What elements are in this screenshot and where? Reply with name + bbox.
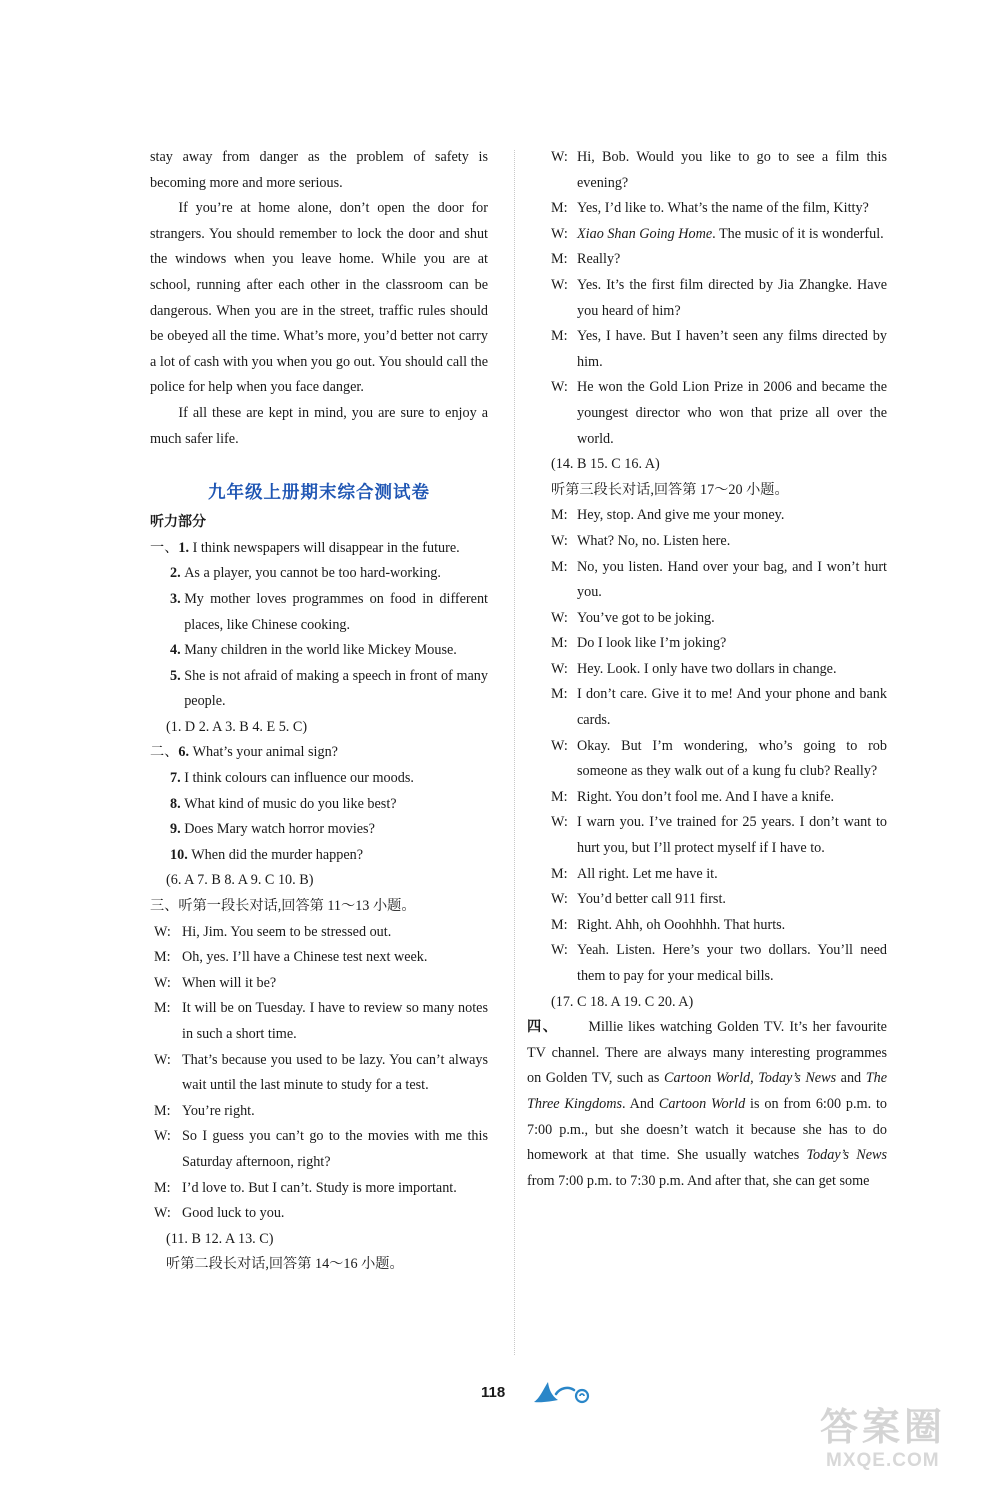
question-text: She is not afraid of making a speech in front of many people. <box>184 667 488 710</box>
speaker: M: <box>551 507 568 524</box>
speaker: W: <box>551 609 568 626</box>
speaker: W: <box>154 1128 171 1145</box>
line-text: Yes. It’s the first film directed by Jia Zhangke. Have you heard of him? <box>577 276 887 319</box>
dialogue-line <box>551 273 887 324</box>
line-text: All right. Let me have it. <box>577 865 718 882</box>
question-text: When did the murder happen? <box>191 846 364 863</box>
dialogue-line <box>150 1048 488 1099</box>
line-text: So I guess you can’t go to the movies with me this Saturday afternoon, right? <box>182 1128 488 1170</box>
dialogue-line <box>150 1124 488 1175</box>
speaker: W: <box>551 149 568 165</box>
dialogue-line <box>150 996 488 1047</box>
line-text: You’re right. <box>182 1102 255 1119</box>
speaker: W: <box>551 225 568 242</box>
speaker: W: <box>551 814 568 831</box>
question-item <box>150 664 488 715</box>
dialogue-line <box>551 247 887 273</box>
speaker: M: <box>551 200 568 217</box>
line-text: Yes, I’d like to. What’s the name of the film, Kitty? <box>577 200 869 217</box>
line-text: I’d love to. But I can’t. Study is more important. <box>182 1179 457 1196</box>
dialogue-line <box>551 375 887 452</box>
essay-paragraph: stay away from danger as the problem of safety is becoming more and more serious. <box>150 149 488 191</box>
question-item <box>150 740 488 766</box>
part-marker: 二、 <box>150 744 179 761</box>
question-number: 7. <box>170 770 181 787</box>
question-text: I think newspapers will disappear in the future. <box>192 539 460 556</box>
dialogue <box>551 145 887 452</box>
question-number: 9. <box>170 821 181 838</box>
question-number: 6. <box>178 744 190 761</box>
question-text: Many children in the world like Mickey Mouse. <box>184 642 457 659</box>
answer-key: (1. D 2. A 3. B 4. E 5. C) <box>166 718 308 735</box>
question-number: 8. <box>170 795 181 812</box>
question-number: 2. <box>170 565 181 582</box>
part-one <box>150 536 488 741</box>
answer-key: (11. B 12. A 13. C) <box>166 1230 274 1247</box>
speaker: M: <box>551 788 568 805</box>
speaker: M: <box>551 635 568 652</box>
answer-key: (6. A 7. B 8. A 9. C 10. B) <box>166 872 314 889</box>
line-text: It will be on Tuesday. I have to review so many notes in such a short time. <box>182 1000 488 1042</box>
dialogue-line <box>551 631 887 657</box>
dialogue-line <box>551 503 887 529</box>
line-text: You’d better call 911 first. <box>577 891 726 908</box>
speaker: M: <box>551 251 568 268</box>
line-text: No, you listen. Hand over your bag, and I won’t hurt you. <box>577 558 887 601</box>
question-number: 4. <box>170 642 181 659</box>
line-text: Do I look like I’m joking? <box>577 635 727 652</box>
question-number: 1. <box>178 539 190 556</box>
speaker: M: <box>154 1000 171 1017</box>
dialogue-line <box>551 682 887 733</box>
line-text: Hey. Look. I only have two dollars in change. <box>577 660 837 677</box>
question-text: I think colours can influence our moods. <box>184 770 414 787</box>
film-title: Xiao Shan Going Home <box>577 225 713 242</box>
part-three <box>150 894 488 1278</box>
dialogue-line <box>551 887 887 913</box>
watermark-logo-text: 答案圈 <box>820 1405 947 1449</box>
dialogue-intro: 听第一段长对话,回答第 11～13 小题。 <box>178 898 416 915</box>
line-text: Good luck to you. <box>182 1205 285 1222</box>
dialogue-intro: 听第二段长对话,回答第 14～16 小题。 <box>166 1256 404 1273</box>
page-number: 118 <box>481 1384 506 1401</box>
question-number: 5. <box>170 667 181 684</box>
question-item <box>150 638 488 664</box>
question-text: Does Mary watch horror movies? <box>184 821 375 838</box>
part-marker: 一、 <box>150 539 179 556</box>
question-item <box>150 561 488 587</box>
section-title: 九年级上册期末综合测试卷 <box>208 482 430 503</box>
line-text: Hi, Jim. You seem to be stressed out. <box>182 923 392 940</box>
question-item <box>150 843 488 869</box>
speaker: W: <box>551 532 568 549</box>
speaker: W: <box>154 923 171 940</box>
question-item <box>150 587 488 638</box>
speaker: W: <box>551 891 568 908</box>
question-item <box>150 766 488 792</box>
answer-key: (14. B 15. C 16. A) <box>551 456 660 473</box>
dialogue <box>551 503 887 989</box>
dialogue-line <box>551 734 887 785</box>
dialogue-line <box>150 1099 488 1125</box>
part-four-passage: 四、 Millie likes watching Golden TV. It’s her favourite TV channel. There are always many interesting programmes on Golden TV, such as Cartoon World, Today’s News and The Three Kingdoms. And Cartoon World is on from 6:00 p.m. to 7:00 p.m., but she doesn’t watch it because she has to do homework at that time. She usually watches Today’s News from 7:00 p.m. to 7:30 p.m. And after that, she can get some <box>527 1019 888 1189</box>
dialogue-line <box>551 657 887 683</box>
dialogue-line <box>551 810 887 861</box>
speaker: M: <box>154 949 171 966</box>
line-text: Xiao Shan Going Home. The music of it is wonderful. <box>577 225 884 242</box>
speaker: W: <box>551 660 568 677</box>
speaker: M: <box>551 686 568 703</box>
question-item <box>150 536 488 562</box>
right-column <box>527 145 888 1194</box>
watermark <box>816 1405 986 1477</box>
part-marker: 四、 <box>527 1019 559 1036</box>
speaker: M: <box>154 1102 171 1119</box>
dialogue-line <box>551 606 887 632</box>
speaker: W: <box>551 942 568 959</box>
line-text: I don’t care. Give it to me! And your phone and bank cards. <box>577 686 887 729</box>
speaker: M: <box>551 916 568 933</box>
line-text: That’s because you used to be lazy. You can’t always wait until the last minute to study for a test. <box>182 1051 488 1094</box>
part-two <box>150 740 488 894</box>
dialogue-line <box>551 555 887 606</box>
question-item <box>150 817 488 843</box>
dialogue-line <box>551 938 887 989</box>
column-divider <box>514 150 515 1355</box>
dialogue-line <box>551 785 887 811</box>
line-text: Yes, I have. But I haven’t seen any films directed by him. <box>577 328 887 370</box>
speaker: W: <box>551 379 568 396</box>
essay-paragraph: If you’re at home alone, don’t open the door for strangers. You should remember to lock the door and shut the windows when you leave home. While you are at school, running after each other in the classroom can be dangerous. When you are in the street, traffic rules should be obeyed all the time. What’s more, you’d better not carry a lot of cash with you when you go out. You should call the police for help when you face danger. <box>150 200 488 396</box>
question-number: 3. <box>170 590 181 607</box>
question-text: My mother loves programmes on food in different places, like Chinese cooking. <box>184 590 488 633</box>
dialogue-line <box>551 913 887 939</box>
speaker: W: <box>551 737 568 754</box>
line-text: Hi, Bob. Would you like to go to see a film this evening? <box>577 149 887 191</box>
dialogue-line <box>551 324 887 375</box>
line-text: Right. Ahh, oh Ooohhhh. That hurts. <box>577 916 786 933</box>
line-text: He won the Gold Lion Prize in 2006 and became the youngest director who won that prize all over the world. <box>577 379 887 447</box>
speaker: W: <box>154 974 171 991</box>
line-text: What? No, no. Listen here. <box>577 532 731 549</box>
essay-paragraph: If all these are kept in mind, you are sure to enjoy a much safer life. <box>150 404 488 447</box>
dialogue <box>150 920 488 1227</box>
line-text: Really? <box>577 251 621 268</box>
question-text: What’s your animal sign? <box>192 744 338 761</box>
line-text: Oh, yes. I’ll have a Chinese test next week. <box>182 949 428 966</box>
dialogue-intro: 听第三段长对话,回答第 17～20 小题。 <box>551 481 789 498</box>
dialogue-line <box>150 1201 488 1227</box>
line-text: Yeah. Listen. Here’s your two dollars. You’ll need them to pay for your medical bills. <box>577 942 887 984</box>
dialogue-line <box>551 529 887 555</box>
question-text: As a player, you cannot be too hard-working. <box>184 565 441 582</box>
dialogue-line <box>551 222 887 248</box>
dialogue-line <box>150 945 488 971</box>
question-number: 10. <box>170 846 188 863</box>
speaker: M: <box>551 328 568 345</box>
watermark-url: MXQE.COM <box>826 1450 940 1471</box>
line-text: Okay. But I’m wondering, who’s going to rob someone as they walk out of a kung fu club? Really? <box>577 737 887 780</box>
dialogue-line <box>150 1176 488 1202</box>
answer-key: (17. C 18. A 19. C 20. A) <box>551 993 694 1010</box>
line-text: When will it be? <box>182 974 277 991</box>
dialogue-line <box>150 920 488 946</box>
speaker: W: <box>551 276 568 293</box>
dialogue-line <box>551 196 887 222</box>
dialogue-line <box>551 862 887 888</box>
dialogue-line <box>150 971 488 997</box>
speaker: M: <box>154 1179 171 1196</box>
question-item <box>150 792 488 818</box>
dialogue-line <box>551 145 887 196</box>
listening-heading: 听力部分 <box>150 515 206 531</box>
line-text: You’ve got to be joking. <box>577 609 715 626</box>
speaker: W: <box>154 1205 171 1222</box>
part-marker: 三、 <box>150 898 179 915</box>
line-text: Right. You don’t fool me. And I have a knife. <box>577 788 835 805</box>
speaker: W: <box>154 1051 171 1068</box>
line-text: Hey, stop. And give me your money. <box>577 507 785 524</box>
left-column <box>150 145 488 1278</box>
question-text: What kind of music do you like best? <box>184 795 397 812</box>
speaker: M: <box>551 865 568 882</box>
speaker: M: <box>551 558 568 575</box>
wave-logo-icon <box>530 1376 600 1411</box>
line-text: I warn you. I’ve trained for 25 years. I don’t want to hurt you, but I’ll protect myself if I have to. <box>577 814 887 857</box>
